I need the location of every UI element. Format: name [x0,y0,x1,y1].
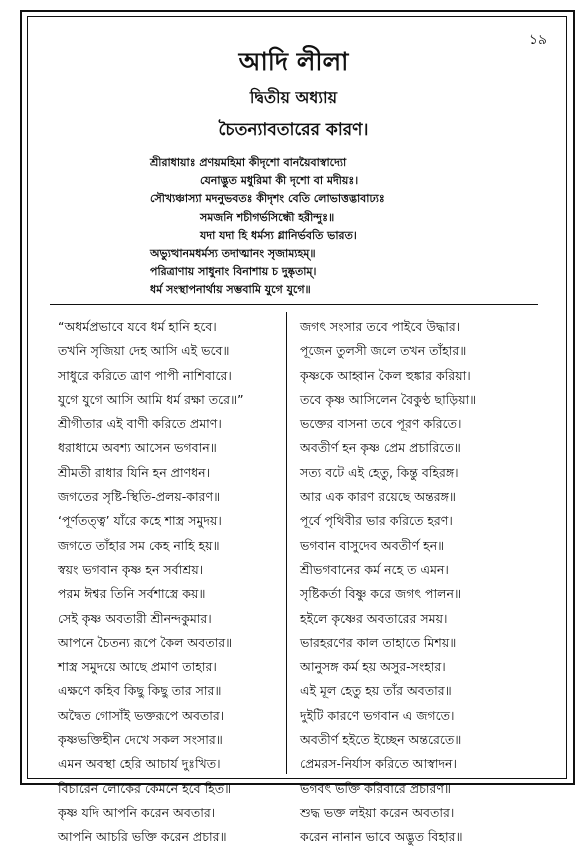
verse-line: অভ্যুত্থানমধর্মস্য তদাত্মানং সৃজাম্যহম্॥ [150,247,316,261]
verse-line: প্রেমরস-নির্যাস করিতে আস্বাদন। [300,756,457,772]
verse-line: অদ্বৈত গোসাঁই ভক্তরূপে অবতার। [58,707,225,723]
page-number: ১৯ [528,32,547,48]
verse-line: কৃষ্ণকে আহ্বান কৈল হুঙ্কার করিয়া। [300,367,471,383]
verse-line: কৃষ্ণ যদি আপনি করেন অবতার। [58,804,216,820]
verse-line: যদা যদা হি ধর্মস্য গ্লানির্ভবতি ভারত। [200,228,357,242]
verse-line: “অধর্মপ্রভাবে যবে ধর্ম হানি হবে। [58,319,217,334]
horizontal-rule [50,304,538,305]
verse-line: করেন নানান ভাবে অদ্ভুত বিহার॥ [300,829,463,845]
verse-line: সেই কৃষ্ণ অবতারী শ্রীনন্দকুমার। [58,610,212,626]
verse-line: এমন অবস্থা হেরি আচার্য দুঃখিত। [58,756,221,772]
verse-line: কৃষ্ণভক্তিহীন দেখে সকল সংসার॥ [58,732,223,748]
verse-line: দুইটি কারণে ভগবান এ জগতে। [300,707,455,723]
verse-line: জগতে তাঁহার সম কেহ নাহি হয়॥ [58,537,220,553]
verse-line: বিচারেন লোকের কেমনে হবে হিত॥ [58,780,232,796]
verse-line: পূর্বে পৃথিবীর ভার করিতে হরণ। [300,513,453,529]
verse-line: শাস্ত্র সমুদয়ে আছে প্রমাণ তাহার। [58,659,217,675]
verse-line: তখনি সৃজিয়া দেহ আসি এই ভবে॥ [58,343,230,359]
verse-line: ধরাধামে অবশ্য আসেন ভগবান॥ [58,440,217,456]
verse-line: সৌখ্যঞ্চাস্যা মদনুভবতঃ কীদৃশং বেতি লোভাত্তদ্ভাবাঢ্যঃ [150,192,385,206]
verse-line: শুদ্ধ ভক্ত লইয়া করেন অবতার। [300,804,455,820]
verse-line: আপনি আচরি ভক্তি করেন প্রচার॥ [58,829,227,845]
verse-line: এক্ষণে কহিব কিছু কিছু তার সার॥ [58,683,222,699]
verse-line: সাধুরে করিতে ত্রাণ পাপী নাশিবারে। [58,367,232,383]
section-heading: চৈতন্যাবতারের কারণ। [218,120,369,140]
verse-line: সৃষ্টিকর্তা বিষ্ণু করে জগৎ পালন॥ [300,586,462,602]
verse-line: পরিত্রাণায় সাধুনাং বিনাশায় চ দুষ্কৃতাম্। [150,265,317,279]
verse-line: হইলে কৃষ্ণের অবতারের সময়। [300,610,448,626]
verse-line: আনুসঙ্গ কর্ম হয় অসুর-সংহার। [300,659,446,675]
verse-line: পরম ঈশ্বর তিনি সর্বশাস্ত্রে কয়॥ [58,586,206,602]
verse-line: শ্রীগীতার এই বাণী করিতে প্রমাণ। [58,416,222,432]
verse-line: শ্রীভগবানের কর্ম নহে ত এমন। [300,561,449,577]
left-column [58,315,303,850]
verse-line: জগৎ সংসার তবে পাইবে উদ্ধার। [300,319,461,334]
verse-line: অবতীর্ণ হইতে ইচ্ছেন অন্তরেতে॥ [300,732,462,748]
verse-line: ‘পূর্ণতত্ত্ব’ যাঁরে কহে শাস্ত্র সমুদয়। [58,513,222,529]
verse-line: স্বয়ং ভগবান কৃষ্ণ হন সর্বাশ্রয়। [58,561,204,577]
verse-line: ভগবৎ ভক্তি করিবারে প্রচারণ॥ [300,780,451,796]
verse-line: আর এক কারণ রয়েছে অন্তরঙ্গ॥ [300,489,456,505]
verse-line: অবতীর্ণ হন কৃষ্ণ প্রেম প্রচারিতে॥ [300,440,461,456]
verse-line: এই মূল হেতু হয় তাঁর অবতার॥ [300,683,452,699]
verse-line: সমজনি শচীগর্ভসিন্ধৌ হরীন্দুঃ॥ [200,210,335,224]
verse-line: তবে কৃষ্ণ আসিলেন বৈকুণ্ঠ ছাড়িয়া॥ [300,391,477,407]
page-title: আদি লীলা [238,47,349,76]
verse-line: ধর্ম সংস্থাপনার্থায় সম্ভবামি যুগে যুগে॥ [150,283,311,297]
verse-line: আপনে চৈতন্য রূপে কৈল অবতার॥ [58,634,233,650]
verse-line: যেনাদ্ভুত মধুরিমা কী দৃশো বা মদীয়ঃ। [200,174,359,188]
verse-line: সত্য বটে এই হেতু, কিন্তু বহিরঙ্গ। [300,464,459,480]
verse-line: ভগবান বাসুদেব অবতীর্ণ হন॥ [300,537,445,553]
verse-line: ভারহরণের কাল তাহাতে মিশয়॥ [300,634,457,650]
verse-line: যুগে যুগে আসি আমি ধর্ম রক্ষা তরে॥” [58,391,244,407]
verse-line: শ্রীমতী রাধার যিনি হন প্রাণধন। [58,464,211,480]
verse-line: জগতের সৃষ্টি-স্থিতি-প্রলয়-কারণ॥ [58,489,221,505]
right-column [300,315,545,850]
verse-line: শ্রীরাধায়াঃ প্রণয়মহিমা কীদৃশো বানয়ৈবাস্বাদ্যো [150,156,347,169]
chapter-heading: দ্বিতীয় অধ্যায় [249,88,338,107]
verse-line: পূজেন তুলসী জলে তখন তাঁহার॥ [300,343,467,359]
verse-line: ভক্তের বাসনা তবে পূরণ করিতে। [300,416,462,432]
sanskrit-verse [150,154,490,300]
